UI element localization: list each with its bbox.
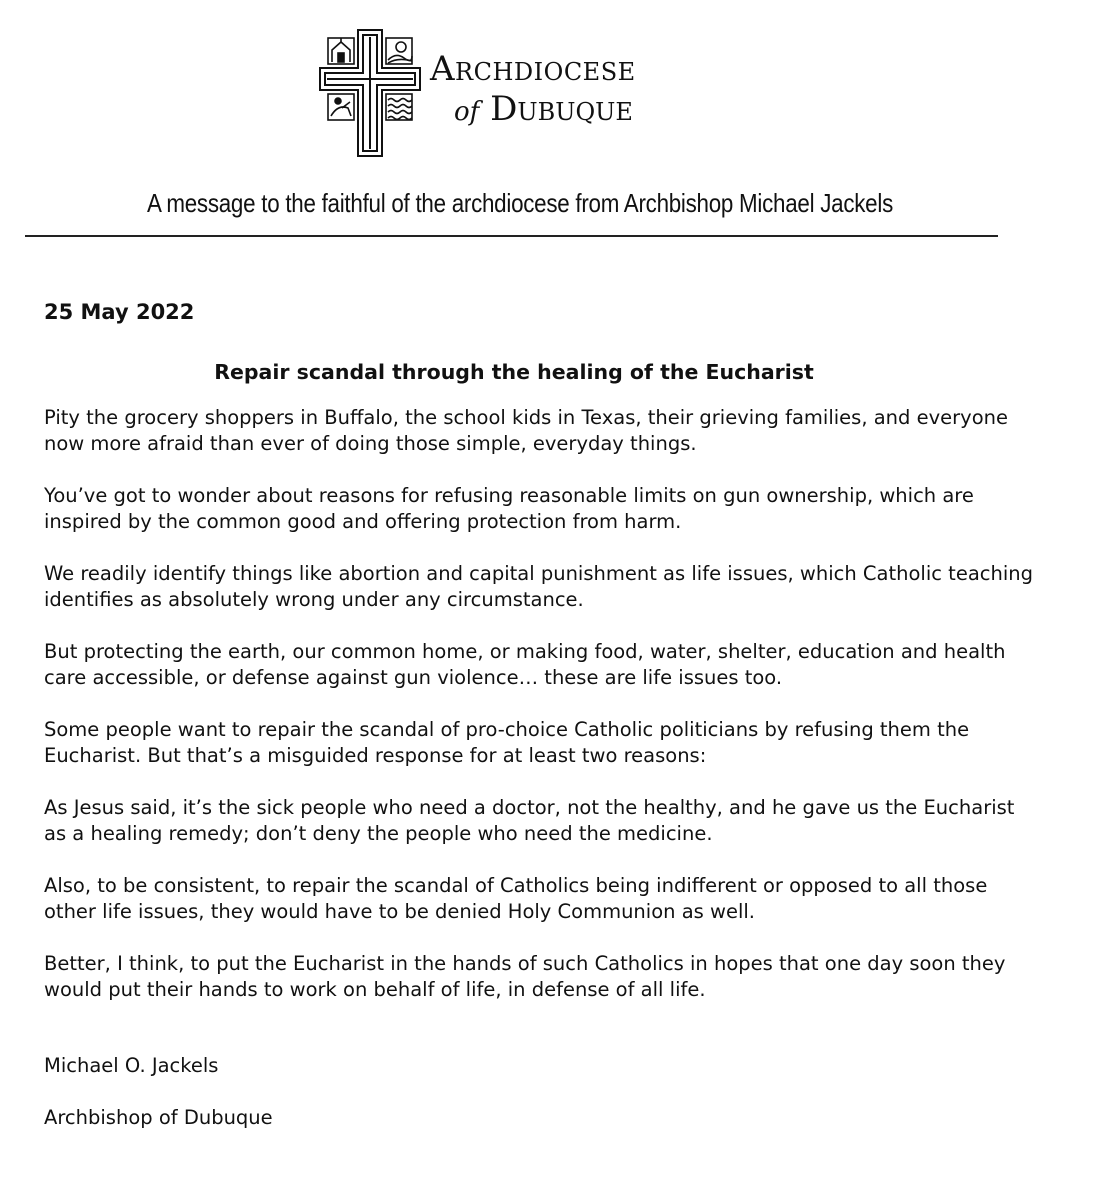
letter-body [44,299,1034,1157]
paragraph: We readily identify things like abortion and capital punishment as life issues, which Catholic teaching identifies as absolutely wrong under any circumstance. [44,562,1033,611]
signature-title: Archbishop of Dubuque [44,1106,273,1129]
signature-name: Michael O. Jackels [44,1054,219,1077]
paragraph: But protecting the earth, our common home, or making food, water, shelter, education and health care accessible, or defense against gun violence… these are life issues too. [44,640,1006,689]
organization-name-dubuque: Dubuque [490,89,633,129]
header-divider [25,235,998,237]
organization-name-line1: Archdiocese [430,49,636,89]
paragraph: Also, to be consistent, to repair the scandal of Catholics being indifferent or opposed to all those other life issues, they would have to be denied Holy Communion as well. [44,874,988,923]
signature-block [44,1053,1034,1131]
paragraph: Some people want to repair the scandal of pro-choice Catholic politicians by refusing them the Eucharist. But that’s a misguided response for at least two reasons: [44,718,970,767]
archdiocese-cross-logo-icon [318,28,422,158]
paragraph: As Jesus said, it’s the sick people who need a doctor, not the healthy, and he gave us the Eucharist as a healing remedy; don’t deny the people who need the medicine. [44,796,1015,845]
letter-headline: Repair scandal through the healing of the Eucharist [214,360,814,384]
paragraph: Pity the grocery shoppers in Buffalo, the school kids in Texas, their grieving families, and everyone now more afraid than ever of doing those simple, everyday things. [44,406,1008,455]
letter-date: 25 May 2022 [44,300,195,324]
organization-name [430,49,636,129]
organization-name-of: of [454,97,480,127]
organization-name-line2 [454,89,636,129]
letterhead [0,0,1093,245]
paragraph: Better, I think, to put the Eucharist in the hands of such Catholics in hopes that one day soon they would put their hands to work on behalf of life, in defense of all life. [44,952,1006,1001]
paragraph: You’ve got to wonder about reasons for refusing reasonable limits on gun ownership, which are inspired by the common good and offering protection from harm. [44,484,974,533]
letter-tagline: A message to the faithful of the archdiocese from Archbishop Michael Jackels [146,188,893,218]
